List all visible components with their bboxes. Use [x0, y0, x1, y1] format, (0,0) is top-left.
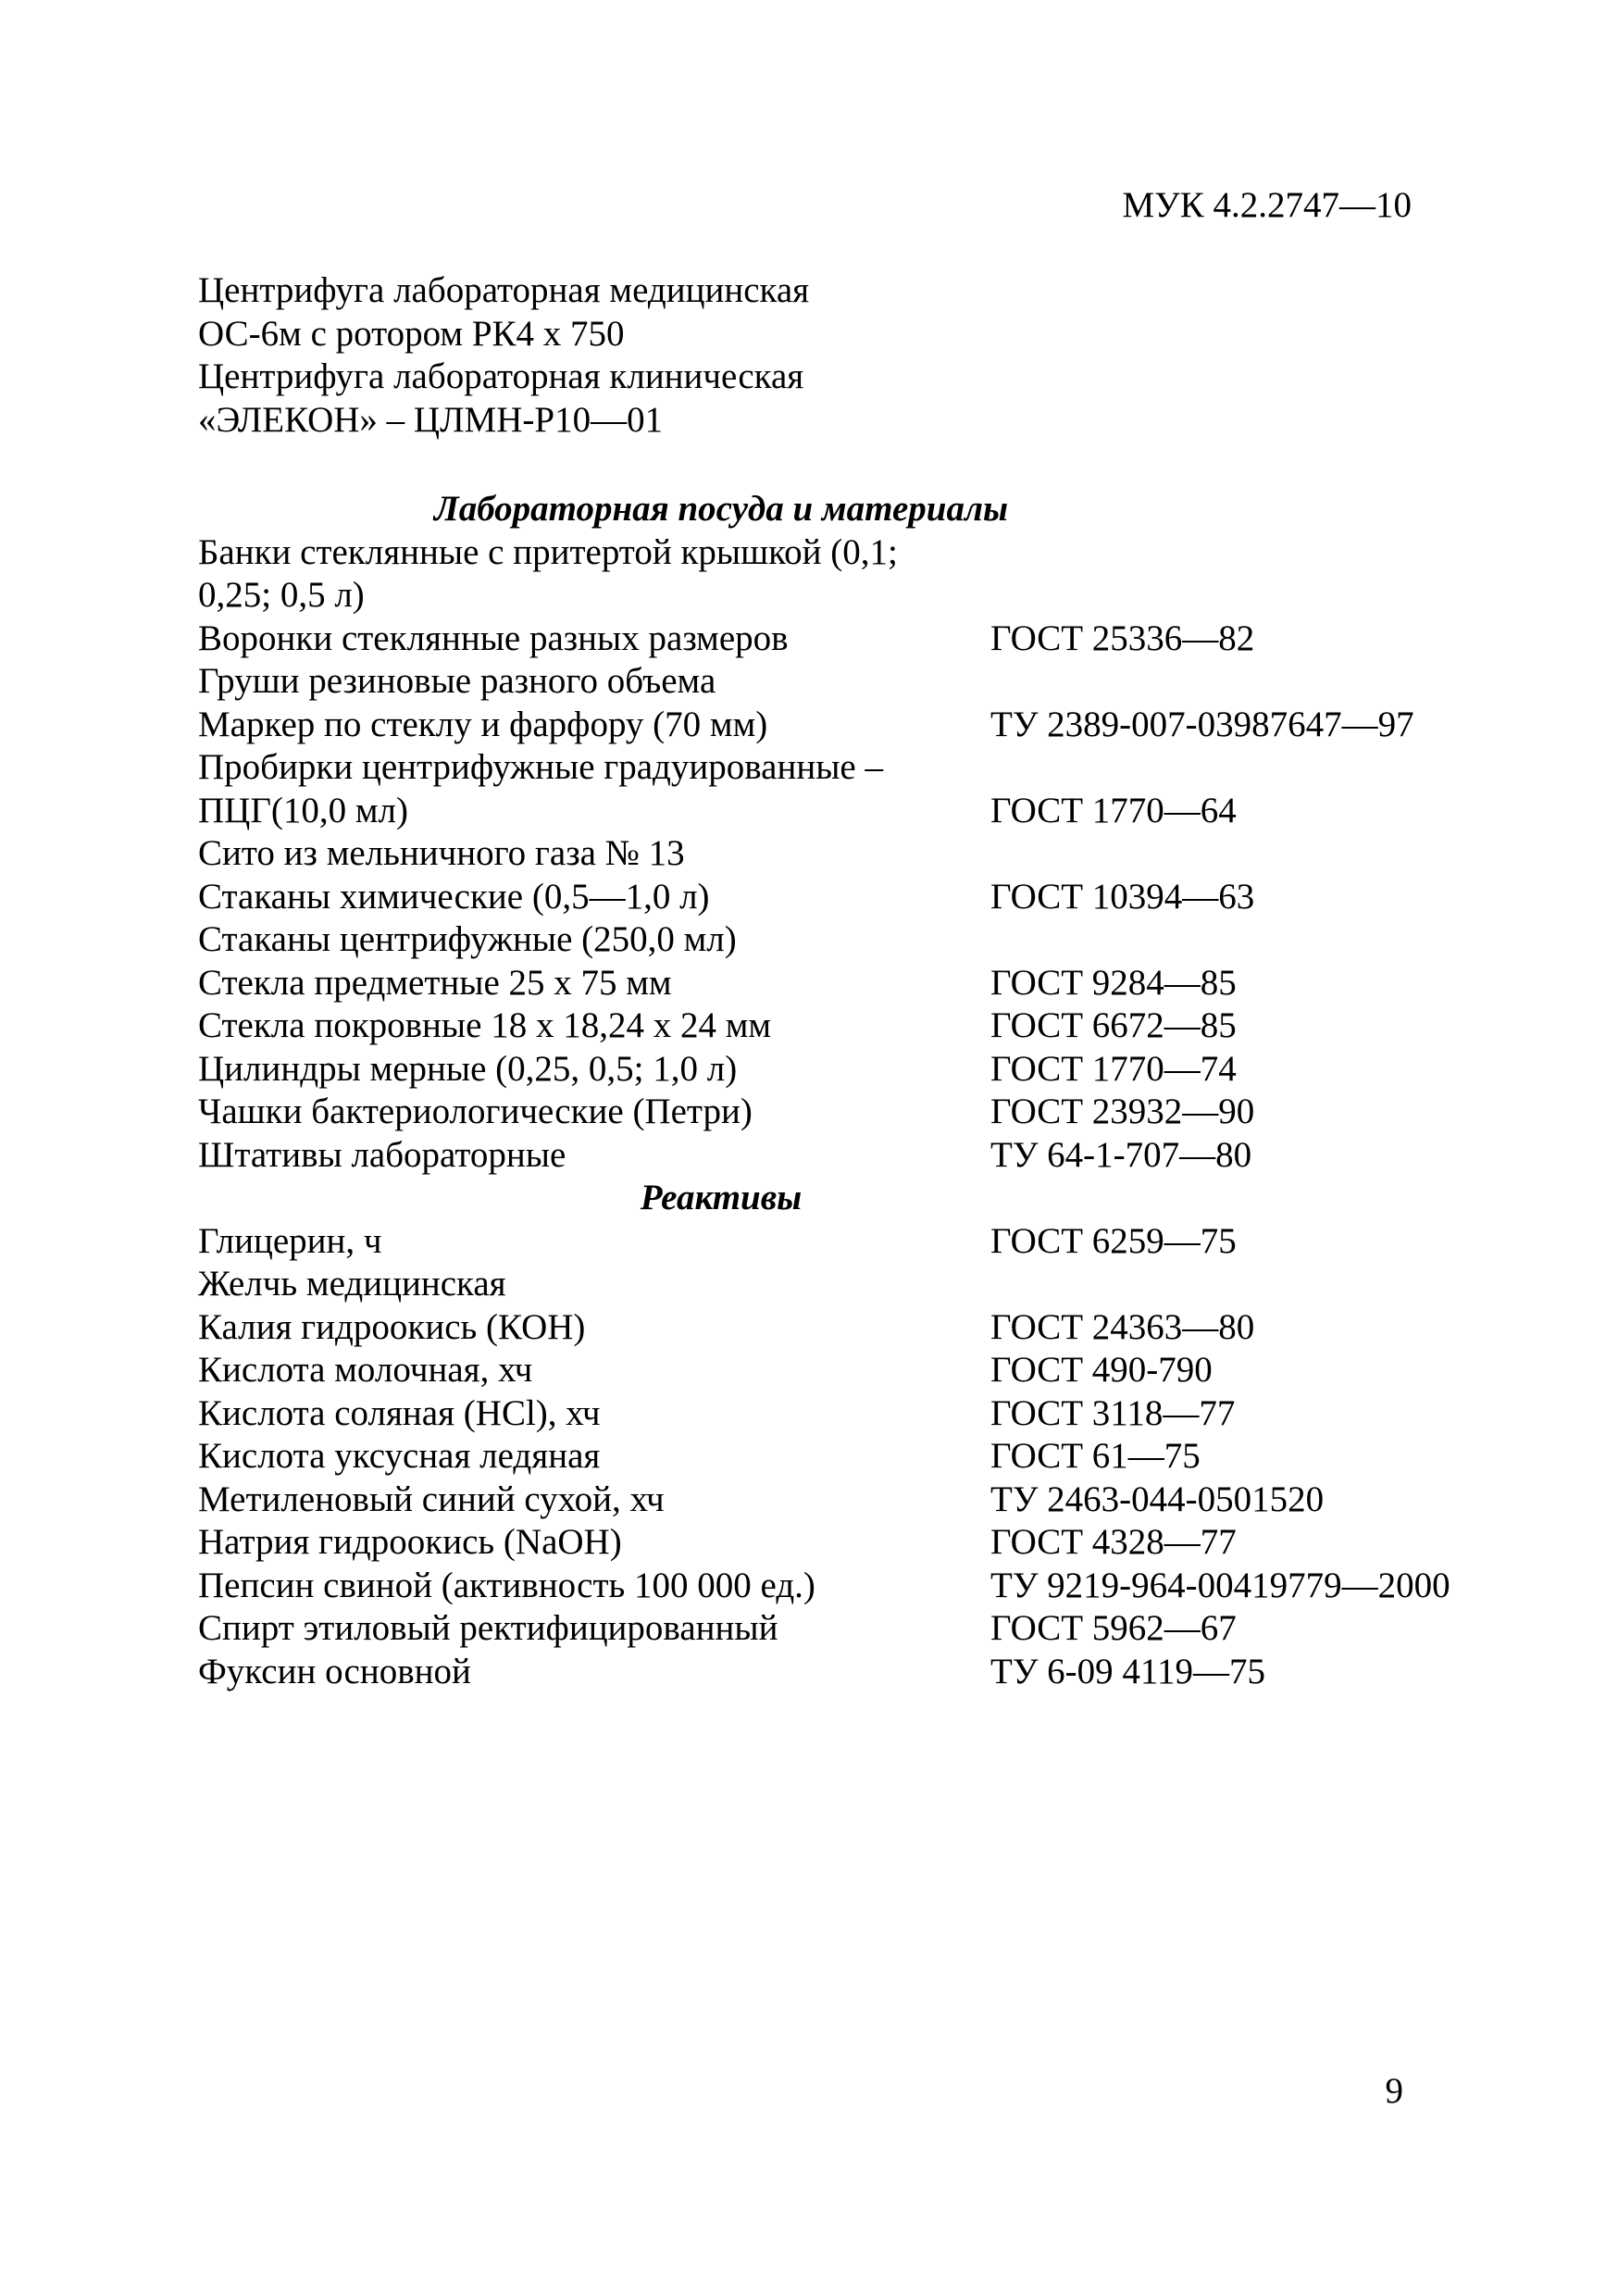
- list-item: [198, 1349, 1494, 1392]
- item-name: Сито из мельничного газа № 13: [198, 833, 685, 873]
- item-name: Стекла покровные 18 х 18,24 х 24 мм: [198, 1005, 772, 1045]
- item-name: Калия гидроокись (КОН): [198, 1306, 586, 1347]
- item-name: Спирт этиловый ректифицированный: [198, 1608, 778, 1648]
- item-standard: ГОСТ 6672—85: [990, 1005, 1237, 1045]
- item-standard: ГОСТ 490-790: [990, 1350, 1213, 1390]
- item-name: Желчь медицинская: [198, 1264, 506, 1304]
- item-name: Натрия гидроокись (NaOH): [198, 1522, 622, 1562]
- list-item: [198, 1091, 1494, 1134]
- intro-line: ОС-6м с ротором РК4 х 750: [198, 313, 625, 354]
- item-standard: ТУ 2389-007-03987647—97: [990, 704, 1414, 744]
- item-standard: ГОСТ 24363—80: [990, 1306, 1255, 1347]
- materials-list: [198, 488, 1494, 1693]
- list-item: [198, 962, 1494, 1005]
- intro-line: «ЭЛЕКОН» – ЦЛМН-Р10—01: [198, 399, 664, 440]
- item-standard: ГОСТ 10394—63: [990, 876, 1255, 917]
- item-standard: ТУ 64-1-707—80: [990, 1134, 1252, 1175]
- item-name: Кислота соляная (HCl), хч: [198, 1392, 601, 1433]
- list-item: [198, 1479, 1494, 1522]
- equipment-intro: [198, 269, 1494, 442]
- list-item: [198, 1306, 1494, 1350]
- item-standard: ТУ 9219-964-00419779—2000: [990, 1565, 1450, 1605]
- list-item: [198, 1263, 1494, 1306]
- item-standard: [990, 918, 1494, 962]
- item-standard: ТУ 6-09 4119—75: [990, 1651, 1265, 1691]
- list-item: [198, 660, 1494, 704]
- item-name: Пробирки центрифужные градуированные – ПЦГ(10,0 мл): [198, 747, 883, 830]
- item-standard: [990, 660, 1494, 704]
- list-item: [198, 876, 1494, 919]
- item-name: Метиленовый синий сухой, хч: [198, 1479, 665, 1519]
- item-standard: ГОСТ 1770—74: [990, 1048, 1237, 1089]
- list-item: [198, 704, 1494, 747]
- document-code: МУК 4.2.2747—10: [1122, 185, 1412, 225]
- item-standard: ГОСТ 4328—77: [990, 1522, 1237, 1562]
- item-name: Чашки бактериологические (Петри): [198, 1092, 753, 1131]
- item-standard: ГОСТ 1770—64: [990, 790, 1237, 830]
- section-title-lab: Лабораторная посуда и материалы: [433, 489, 1009, 529]
- list-item: [198, 1607, 1494, 1651]
- page-number: 9: [1385, 2071, 1403, 2111]
- item-name: Фуксин основной: [198, 1651, 471, 1691]
- item-standard: ГОСТ 9284—85: [990, 962, 1237, 1003]
- list-item: [198, 1392, 1494, 1436]
- item-standard: ГОСТ 61—75: [990, 1436, 1201, 1476]
- list-item: [198, 1435, 1494, 1479]
- item-standard: ГОСТ 23932—90: [990, 1092, 1255, 1131]
- item-name: Воронки стеклянные разных размеров: [198, 618, 789, 658]
- intro-line: Центрифуга лабораторная клиническая: [198, 356, 804, 396]
- item-name: Цилиндры мерные (0,25, 0,5; 1,0 л): [198, 1048, 738, 1089]
- item-standard: [990, 1263, 1494, 1306]
- list-item: [198, 1220, 1494, 1264]
- item-standard: ГОСТ 6259—75: [990, 1220, 1237, 1261]
- item-name: Груши резиновые разного объема: [198, 661, 716, 701]
- item-name: Штативы лабораторные: [198, 1134, 566, 1175]
- list-item: [198, 1521, 1494, 1565]
- item-name: Стекла предметные 25 х 75 мм: [198, 962, 672, 1003]
- item-name: Глицерин, ч: [198, 1220, 382, 1261]
- item-name: Кислота молочная, хч: [198, 1350, 533, 1390]
- item-name: Маркер по стеклу и фарфору (70 мм): [198, 704, 768, 744]
- list-item: [198, 1134, 1494, 1178]
- list-item: [198, 1651, 1494, 1694]
- item-standard: [990, 832, 1494, 876]
- list-item: [198, 746, 1494, 832]
- list-item: [198, 618, 1494, 661]
- item-name: Стаканы химические (0,5—1,0 л): [198, 876, 710, 917]
- item-standard: ГОСТ 25336—82: [990, 618, 1255, 658]
- item-standard: ГОСТ 5962—67: [990, 1608, 1237, 1648]
- item-name: Банки стеклянные с притертой крышкой (0,1; 0,25; 0,5 л): [198, 531, 898, 615]
- list-item: [198, 918, 1494, 962]
- section-title-reagents: Реактивы: [640, 1178, 803, 1217]
- list-item: [198, 1048, 1494, 1092]
- item-standard: ГОСТ 3118—77: [990, 1392, 1236, 1433]
- item-name: Стаканы центрифужные (250,0 мл): [198, 919, 737, 959]
- list-item: [198, 1565, 1494, 1608]
- intro-line: Центрифуга лабораторная медицинская: [198, 270, 810, 310]
- list-item: [198, 531, 1494, 618]
- list-item: [198, 832, 1494, 876]
- item-name: Кислота уксусная ледяная: [198, 1436, 601, 1476]
- list-item: [198, 1004, 1494, 1048]
- item-name: Пепсин свиной (активность 100 000 ед.): [198, 1565, 815, 1605]
- item-standard: ТУ 2463-044-0501520: [990, 1479, 1325, 1519]
